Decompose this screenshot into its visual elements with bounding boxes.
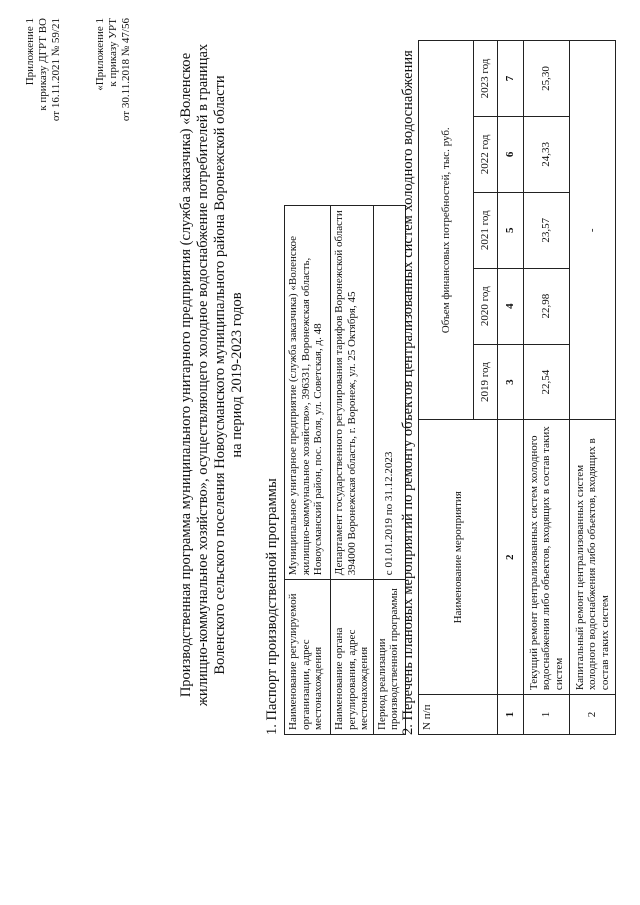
header-year: 2023 год (474, 41, 498, 117)
passport-table (284, 205, 406, 735)
row-value: 22,54 (524, 344, 570, 420)
passport-label: Период реализации производственной программы (373, 580, 405, 735)
appendix-2-line-2: к приказу УРТ (107, 18, 119, 87)
table-row (570, 41, 616, 735)
table-row (331, 206, 374, 735)
title-line-3: Воленского сельского поселения Новоусманского муниципального района Воронежской области (212, 75, 228, 675)
row-name: Текущий ремонт централизованных систем холодного водоснабжения либо объектов, входящих в состав таких систем (524, 420, 570, 695)
section-2-heading: 2. Перечень плановых мероприятий по ремонту объектов централизованных систем холодного водоснабжения (400, 50, 416, 735)
header-num: N п/п (419, 695, 498, 735)
index-cell: 3 (498, 344, 524, 420)
header-year: 2020 год (474, 268, 498, 344)
row-value: 24,33 (524, 116, 570, 192)
row-num: 1 (524, 695, 570, 735)
repair-plan-table (418, 40, 616, 735)
passport-label: Наименование регулируемой организации, адрес местонахождения (285, 580, 331, 735)
row-merged-value: - (570, 41, 616, 421)
index-cell: 2 (498, 420, 524, 695)
row-value: 25,30 (524, 41, 570, 117)
header-name: Наименование мероприятия (419, 420, 498, 695)
appendix-1-line-1: Приложение 1 (24, 18, 36, 86)
row-num: 2 (570, 695, 616, 735)
index-cell: 1 (498, 695, 524, 735)
index-cell: 7 (498, 41, 524, 117)
row-value: 23,57 (524, 192, 570, 268)
passport-value: Департамент государственного регулирования тарифов Воронежской области 394000 Воронежская область, г. Воронеж, ул. 25 Октября, 45 (331, 206, 374, 580)
index-cell: 4 (498, 268, 524, 344)
appendix-2-line-3: от 30.11.2018 № 47/56 (120, 18, 132, 122)
appendix-2-line-1: «Приложение 1 (94, 18, 106, 91)
row-value: 22,98 (524, 268, 570, 344)
header-volume: Объем финансовых потребностей, тыс. руб. (419, 41, 474, 421)
table-index-row (498, 41, 524, 735)
table-row (285, 206, 331, 735)
table-header-row (419, 41, 474, 735)
passport-label: Наименование органа регулирования, адрес местонахождения (331, 580, 374, 735)
row-name: Капитальный ремонт централизованных систем холодного водоснабжения либо объектов, входящих в состав таких систем (570, 420, 616, 695)
header-year: 2021 год (474, 192, 498, 268)
document-title (178, 0, 246, 755)
passport-value: Муниципальное унитарное предприятие (служба заказчика) «Воленское жилищно-коммунальное хозяйство», 396331, Воронежская область, Новоусманский район, пос. Воля, ул. Советская, д. 48 (285, 206, 331, 580)
appendix-block-2 (94, 18, 133, 121)
section-1-heading: 1. Паспорт производственной программы (264, 478, 280, 735)
appendix-block-1 (24, 18, 63, 121)
header-year: 2022 год (474, 116, 498, 192)
index-cell: 6 (498, 116, 524, 192)
appendix-1-line-3: от 16.11.2021 № 59/21 (50, 18, 62, 122)
title-line-1: Производственная программа муниципального унитарного предприятия (служба заказчика) «Воленское (178, 52, 194, 698)
header-year: 2019 год (474, 344, 498, 420)
passport-value: с 01.01.2019 по 31.12.2023 (373, 206, 405, 580)
appendix-1-line-2: к приказу ДГРТ ВО (37, 18, 49, 111)
title-line-2: жилищно-коммунальное хозяйство», осуществляющего холодное водоснабжение потребителей в границах (195, 43, 211, 707)
index-cell: 5 (498, 192, 524, 268)
table-row (524, 41, 570, 735)
title-line-4: на период 2019-2023 годов (229, 292, 245, 458)
